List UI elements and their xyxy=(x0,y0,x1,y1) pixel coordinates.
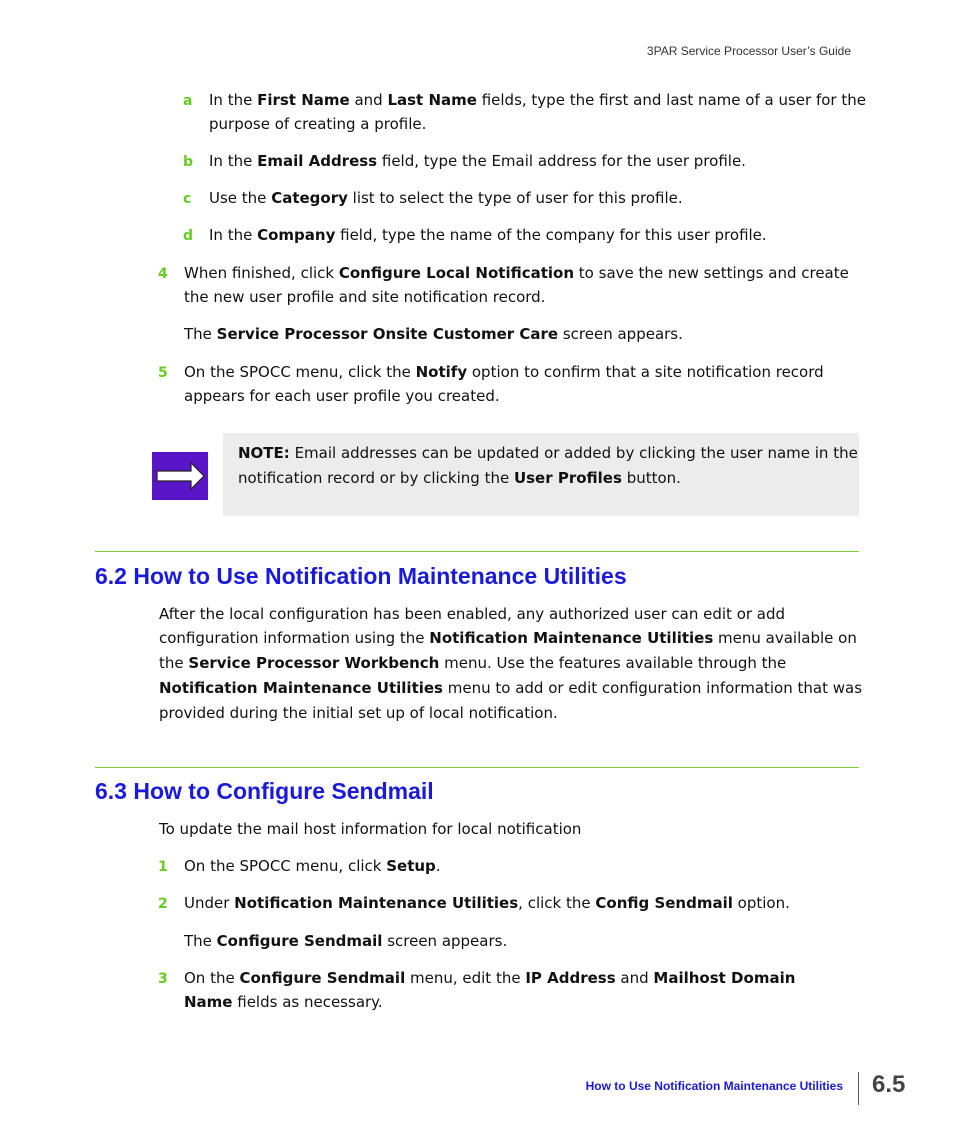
substep-b-line1: In the Email Address field, type the Email address for the user profile. xyxy=(209,152,746,170)
section-heading-6-3: 6.3 How to Configure Sendmail xyxy=(95,778,434,804)
arrow-right-icon xyxy=(152,452,208,500)
footer-divider xyxy=(858,1072,859,1105)
step4-line2: the new user profile and site notification record. xyxy=(184,288,546,306)
substep-a-line1: In the First Name and Last Name fields, type the first and last name of a user for the xyxy=(209,91,866,109)
sendmail-step3-line1: On the Configure Sendmail menu, edit the IP Address and Mailhost Domain xyxy=(184,969,796,987)
section-heading-6-2: 6.2 How to Use Notification Maintenance Utilities xyxy=(95,563,627,589)
sendmail-step1: On the SPOCC menu, click Setup. xyxy=(184,857,441,875)
sendmail-step2: Under Notification Maintenance Utilities, click the Config Sendmail option. xyxy=(184,894,790,912)
step-marker-5: 5 xyxy=(158,365,168,381)
step4-result: The Service Processor Onsite Customer Care screen appears. xyxy=(184,325,683,343)
section-divider xyxy=(95,767,859,768)
section-divider xyxy=(95,551,859,552)
substep-marker-b: b xyxy=(183,154,194,170)
sendmail-step2-result: The Configure Sendmail screen appears. xyxy=(184,932,508,950)
substep-marker-a: a xyxy=(183,93,193,109)
note-line1: NOTE: Email addresses can be updated or added by clicking the user name in the xyxy=(238,444,858,462)
section62-para-line1: After the local configuration has been enabled, any authorized user can edit or add xyxy=(159,605,786,623)
running-header: 3PAR Service Processor User’s Guide xyxy=(646,44,851,58)
step5-line1: On the SPOCC menu, click the Notify option to confirm that a site notification record xyxy=(184,363,824,381)
sendmail-step3-line2: Name fields as necessary. xyxy=(184,993,383,1011)
section62-para-line4: Notification Maintenance Utilities menu to add or edit configuration information that was xyxy=(159,679,863,697)
substep-c-line1: Use the Category list to select the type of user for this profile. xyxy=(209,189,683,207)
section62-para-line5: provided during the initial set up of local notification. xyxy=(159,704,558,722)
step-marker-4: 4 xyxy=(158,266,168,282)
substep-marker-d: d xyxy=(183,228,194,244)
note-line2: notification record or by clicking the User Profiles button. xyxy=(238,469,681,487)
step-marker-1: 1 xyxy=(158,859,168,875)
substep-marker-c: c xyxy=(183,191,192,207)
section62-para-line3: the Service Processor Workbench menu. Use the features available through the xyxy=(159,654,787,672)
section63-intro: To update the mail host information for local notification xyxy=(159,820,582,838)
step-marker-2: 2 xyxy=(158,896,168,912)
page-number: 6.5 xyxy=(872,1071,906,1098)
step4-line1: When finished, click Configure Local Notification to save the new settings and create xyxy=(184,264,849,282)
step-marker-3: 3 xyxy=(158,971,168,987)
footer-section-title: How to Use Notification Maintenance Utilities xyxy=(585,1079,843,1093)
section62-para-line2: configuration information using the Notification Maintenance Utilities menu available on xyxy=(159,629,857,647)
substep-d-line1: In the Company field, type the name of the company for this user profile. xyxy=(209,226,767,244)
substep-a-line2: purpose of creating a profile. xyxy=(209,115,427,133)
step5-line2: appears for each user profile you created. xyxy=(184,387,500,405)
